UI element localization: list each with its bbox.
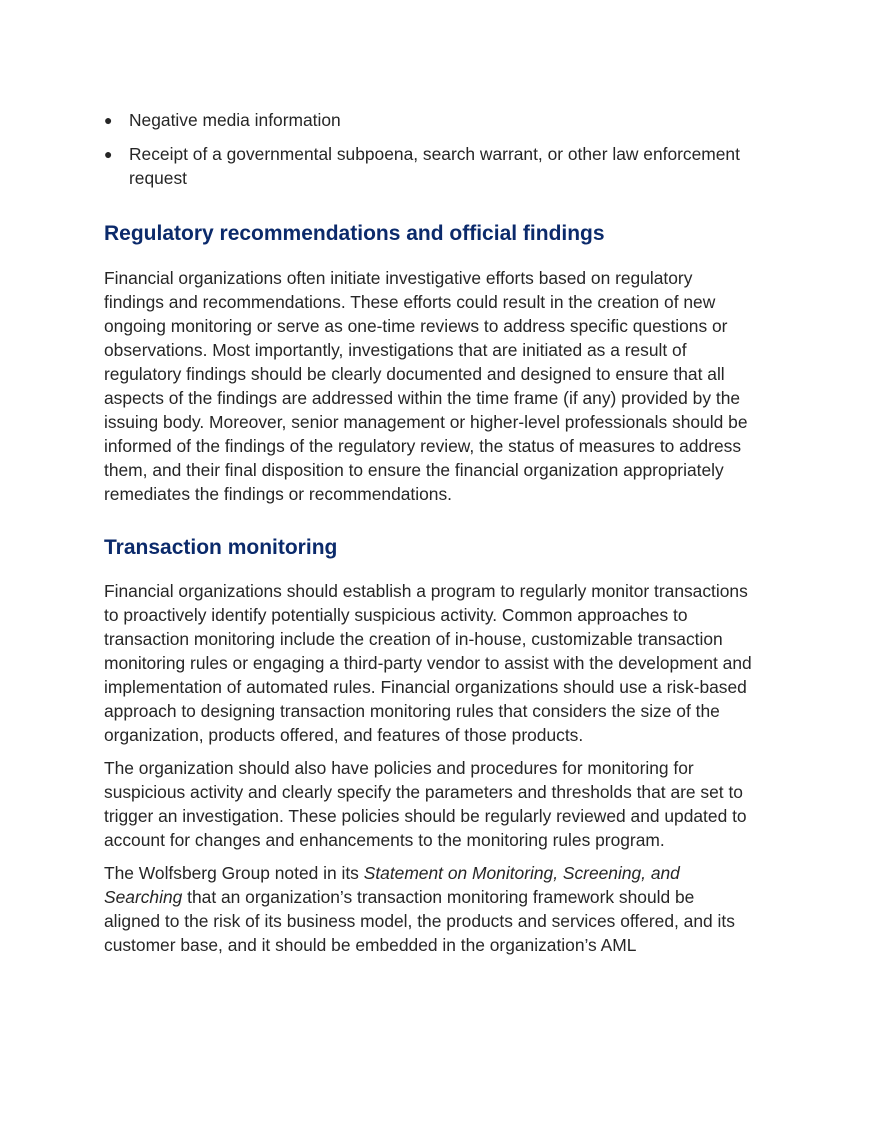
list-item <box>104 108 754 132</box>
section-heading-regulatory: Regulatory recommendations and official findings <box>104 222 605 245</box>
transaction-paragraph-1: Financial organizations should establish a program to regularly monitor transactions to proactively identify potentially suspicious activity. Common approaches to transaction monitoring include the creation of in-house, customizable transaction monitoring rules or engaging a third-party vendor to assist with the development and implementation of automated rules. Financial organizations should use a risk-based approach to designing transaction monitoring rules that considers the size of the organization, products offered, and features of those products. <box>104 581 752 745</box>
bullet-icon: ● <box>104 146 113 162</box>
paragraph-3-end: that an organization’s transaction monitoring framework should be aligned to the risk of its business model, the products and services offered, and its customer base, and it should be embedded in the organization’s AML <box>104 887 735 955</box>
statement-title: Statement on Monitoring, Screening, and Searching <box>104 863 680 907</box>
bullet-icon: ● <box>104 112 113 128</box>
bullet-text: Negative media information <box>129 110 341 130</box>
section-heading-transaction-monitoring: Transaction monitoring <box>104 536 338 559</box>
list-item <box>104 142 754 190</box>
bullet-text: Receipt of a governmental subpoena, search warrant, or other law enforcement request <box>129 144 740 188</box>
transaction-paragraph-3 <box>104 861 754 957</box>
bullet-list <box>104 108 754 190</box>
paragraph-3-start: The Wolfsberg Group noted in its <box>104 863 364 883</box>
regulatory-paragraph: Financial organizations often initiate investigative efforts based on regulatory findings and recommendations. These efforts could result in the creation of new ongoing monitoring or serve as one-time reviews to address specific questions or observations. Most importantly, investigations that are initiated as a result of regulatory findings should be clearly documented and designed to ensure that all aspects of the findings are addressed within the time frame (if any) provided by the issuing body. Moreover, senior management or higher-level professionals should be informed of the findings of the regulatory review, the status of measures to address them, and their final disposition to ensure the financial organization appropriately remediates the findings or recommendations. <box>104 268 748 504</box>
transaction-paragraph-2: The organization should also have policies and procedures for monitoring for suspicious activity and clearly specify the parameters and thresholds that are set to trigger an investigation. These policies should be regularly reviewed and updated to account for changes and enhancements to the monitoring rules program. <box>104 758 747 850</box>
document-page <box>104 108 754 966</box>
